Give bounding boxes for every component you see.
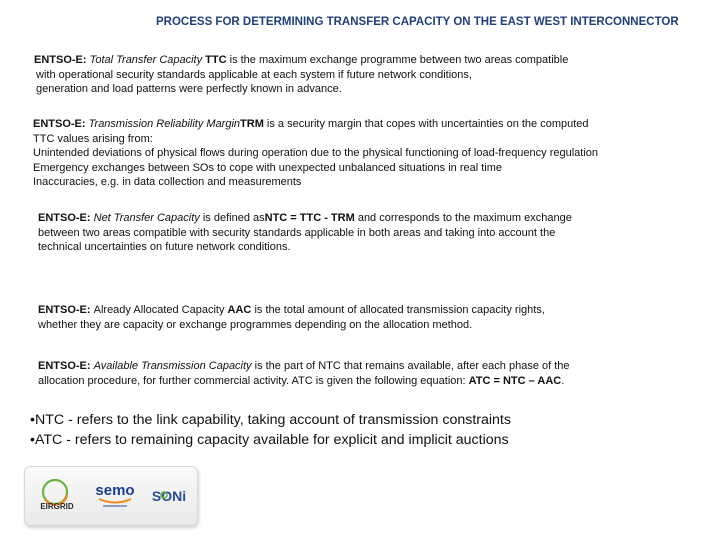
bullet-atc: •ATC - refers to remaining capacity available for explicit and implicit auctions [30,432,509,448]
semo-wordmark: semo [95,482,135,499]
eirgrid-wordmark: EIRGRID [40,502,74,511]
ttc-line2: with operational security standards applicable at each system if future network conditions, [36,68,472,81]
atc-term: Available Transmission Capacity [93,360,252,372]
aac-definition [38,303,545,332]
atc-prefix: ENTSO-E: [38,360,94,372]
trm-line1: is a security margin that copes with uncertainties on the computed [263,118,589,130]
trm-line2: TTC values arising from: [33,132,153,145]
atc-end: . [561,374,565,387]
bullet-ntc: •NTC - refers to the link capability, taking account of transmission constraints [30,412,511,428]
aac-line1: is the total amount of allocated transmission capacity rights, [251,304,545,316]
ttc-abbr: TTC [202,54,230,66]
ttc-line1: is the maximum exchange programme between two areas compatible [229,54,569,66]
trm-line5: Inaccuracies, e.g. in data collection and measurements [33,176,302,189]
semo-tagline-bar [103,505,127,507]
logo-strip [24,466,198,526]
ntc-prefix: ENTSO-E: [38,212,94,224]
ntc-term: Net Transfer Capacity [93,212,200,224]
ttc-prefix: ENTSO-E: [34,54,90,66]
ntc-formula: NTC = TTC - TRM [264,212,355,224]
semo-swoosh [99,499,131,503]
ttc-line3: generation and load patterns were perfectly known in advance. [36,83,342,96]
ntc-line2: between two areas compatible with security standards applicable in both areas and taking into account the [38,226,556,239]
aac-abbr: AAC [227,304,252,316]
aac-term: Already Allocated Capacity [93,304,228,316]
trm-abbr: TRM [240,118,264,130]
aac-line2: whether they are capacity or exchange programmes depending on the allocation method. [38,318,473,331]
trm-line4: Emergency exchanges between SOs to cope with unexpected unbalanced situations in real time [33,161,503,174]
atc-definition [38,359,570,388]
atc-line1: is the part of NTC that remains available, after each phase of the [251,360,570,372]
aac-prefix: ENTSO-E: [38,304,94,316]
soni-logo [147,481,191,511]
soni-wordmark: SONi [151,488,187,504]
ntc-mid: is defined as [199,212,265,224]
trm-term: Transmission Reliability Margin [88,118,241,130]
ttc-term: Total Transfer Capacity [89,54,203,66]
atc-line2: allocation procedure, for further commercial activity. ATC is given the following equation: [38,374,469,387]
semo-logo [91,479,139,513]
trm-definition [33,117,598,190]
trm-line3: Unintended deviations of physical flows during operation due to the physical functioning of load-frequency regulation [33,147,599,160]
summary-bullets [30,410,511,450]
ntc-line1: and corresponds to the maximum exchange [354,212,572,224]
page-title: PROCESS FOR DETERMINING TRANSFER CAPACITY ON THE EAST WEST INTERCONNECTOR [156,16,679,28]
ntc-definition [38,211,572,255]
ttc-definition [34,53,568,97]
eirgrid-logo [31,475,83,515]
trm-prefix: ENTSO-E: [33,118,89,130]
ntc-line3: technical uncertainties on future network conditions. [38,241,291,254]
atc-formula: ATC = NTC – AAC [468,374,562,387]
